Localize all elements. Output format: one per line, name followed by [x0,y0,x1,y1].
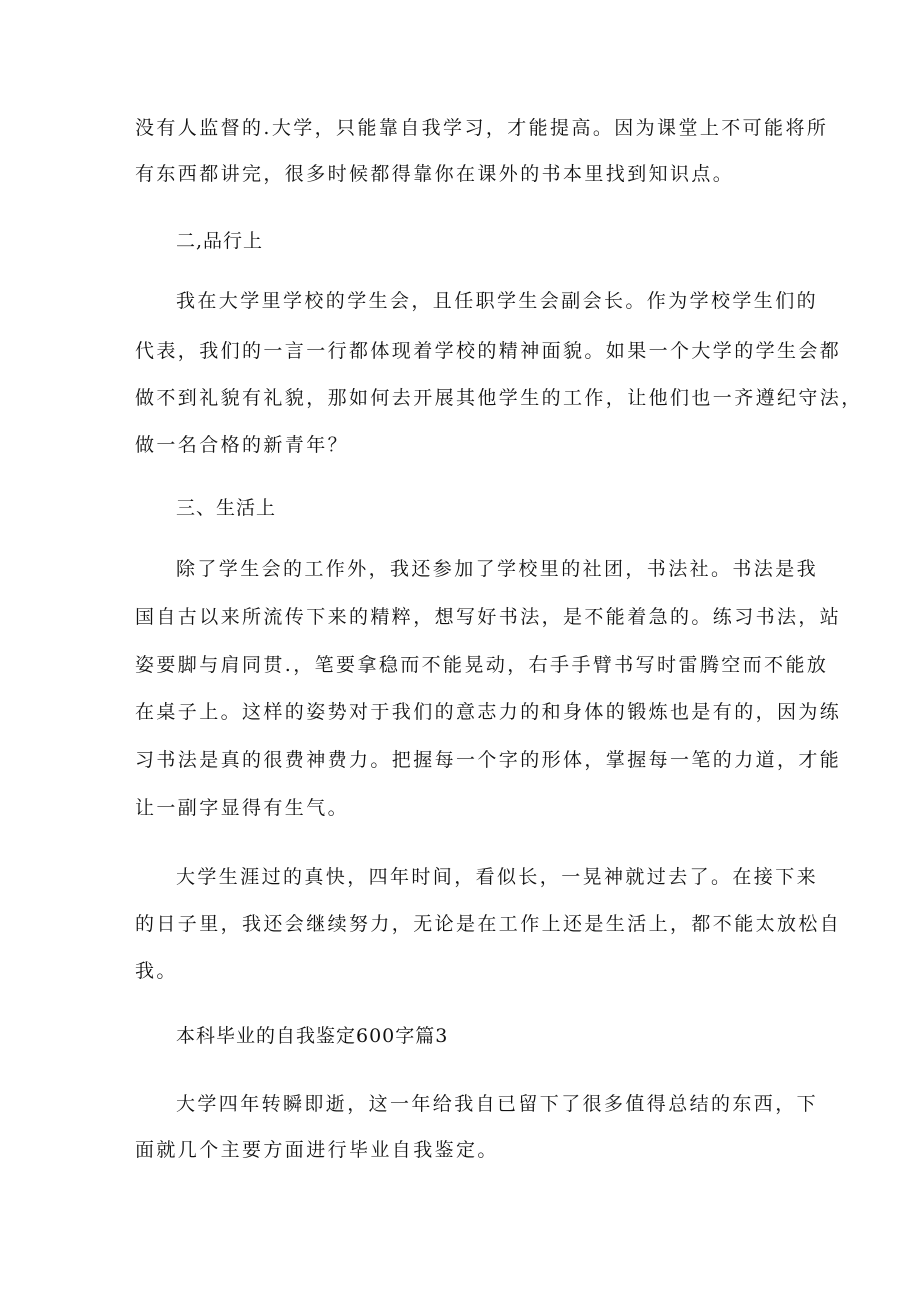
heading-life: 三、生活上 [176,497,277,519]
paragraph-4-line-2: 的日子里，我还会继续努力，无论是在工作上还是生活上，都不能太放松自 [135,913,842,935]
heading-conduct: 二,品行上 [176,230,264,252]
paragraph-3-line-1: 除了学生会的工作外，我还参加了学校里的社团，书法社。书法是我 [176,558,819,580]
paragraph-3-line-5: 习书法是真的很费神费力。把握每一个字的形体，掌握每一笔的力道，才能 [135,749,842,771]
paragraph-4-line-3: 我。 [135,960,178,982]
paragraph-3-line-4: 在桌子上。这样的姿势对于我们的意志力的和身体的锻炼也是有的，因为练 [135,701,842,723]
paragraph-3-line-3: 姿要脚与肩同贯.，笔要拿稳而不能晃动，右手手臂书写时雷腾空而不能放 [135,654,829,676]
paragraph-1-line-2: 有东西都讲完，很多时候都得靠你在课外的书本里找到知识点。 [135,163,735,185]
section-title: 本科毕业的自我鉴定600字篇3 [176,1025,449,1047]
paragraph-1-line-1: 没有人监督的.大学，只能靠自我学习，才能提高。因为课堂上不可能将所 [135,117,829,139]
paragraph-2-line-3: 做不到礼貌有礼貌，那如何去开展其他学生的工作，让他们也一齐遵纪守法， [135,387,863,409]
paragraph-3-line-2: 国自古以来所流传下来的精粹，想写好书法，是不能着急的。练习书法，站 [135,606,842,628]
paragraph-5-line-1: 大学四年转瞬即逝，这一年给我自已留下了很多值得总结的东西，下 [176,1093,819,1115]
paragraph-5-line-2: 面就几个主要方面进行毕业自我鉴定。 [135,1139,499,1161]
paragraph-2-line-4: 做一名合格的新青年？ [135,434,350,456]
paragraph-2-line-1: 我在大学里学校的学生会，且任职学生会副会长。作为学校学生们的 [176,290,819,312]
paragraph-3-line-6: 让一副字显得有生气。 [135,797,350,819]
paragraph-2-line-2: 代表，我们的一言一行都体现着学校的精神面貌。如果一个大学的学生会都 [135,340,842,362]
paragraph-4-line-1: 大学生涯过的真快，四年时间，看似长，一晃神就过去了。在接下来 [176,866,819,888]
